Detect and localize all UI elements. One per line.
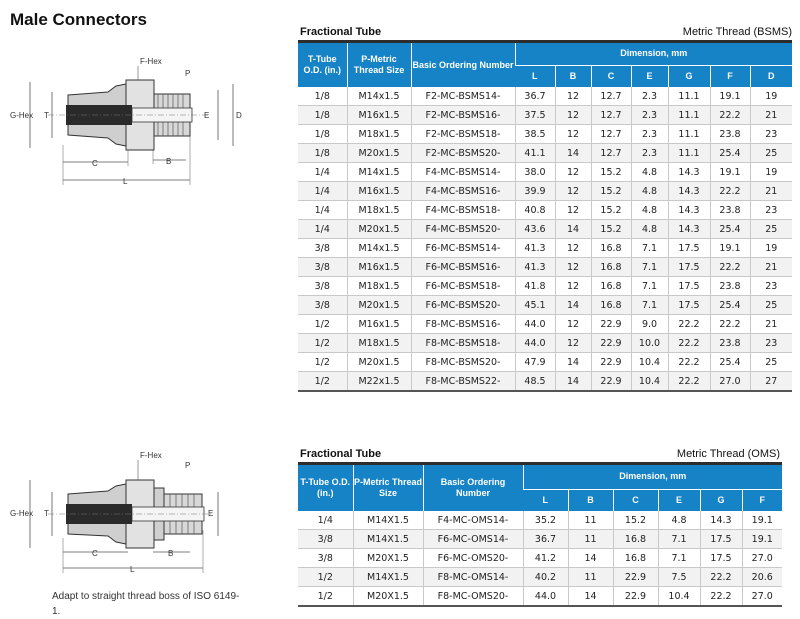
table-cell: 3/8 bbox=[298, 239, 347, 258]
table-cell: M16x1.5 bbox=[347, 182, 411, 201]
table-cell: F4-MC-BSMS14- bbox=[411, 163, 515, 182]
table-cell: 11.1 bbox=[668, 125, 710, 144]
table-cell: 23 bbox=[750, 201, 792, 220]
table-cell: 38.5 bbox=[515, 125, 555, 144]
table-row bbox=[298, 201, 792, 220]
col-dim-c: C bbox=[591, 65, 631, 87]
table-cell: M16x1.5 bbox=[347, 258, 411, 277]
table-cell: 12 bbox=[555, 201, 591, 220]
table-cell: 41.8 bbox=[515, 277, 555, 296]
table-cell: 44.0 bbox=[515, 315, 555, 334]
table-cell: 10.4 bbox=[631, 372, 668, 392]
table-cell: 10.0 bbox=[631, 334, 668, 353]
table-cell: 47.9 bbox=[515, 353, 555, 372]
table-cell: 1/2 bbox=[298, 568, 353, 587]
table-cell: 45.1 bbox=[515, 296, 555, 315]
table-cell: 27 bbox=[750, 372, 792, 392]
table-cell: 22.2 bbox=[710, 315, 750, 334]
label-g-hex: G-Hex bbox=[10, 111, 34, 120]
table-cell: M18x1.5 bbox=[347, 334, 411, 353]
label-p: P bbox=[185, 69, 191, 78]
table-cell: 22.9 bbox=[591, 372, 631, 392]
table-cell: 25.4 bbox=[710, 296, 750, 315]
table-cell: 14 bbox=[555, 220, 591, 239]
table-cell: 25 bbox=[750, 144, 792, 163]
table-cell: M20x1.5 bbox=[347, 144, 411, 163]
table-cell: 19 bbox=[750, 239, 792, 258]
table-cell: 14 bbox=[555, 353, 591, 372]
table-cell: F6-MC-BSMS16- bbox=[411, 258, 515, 277]
table-cell: 22.2 bbox=[710, 258, 750, 277]
col-thread-size: P-Metric Thread Size bbox=[353, 465, 423, 511]
table-cell: F2-MC-BSMS14- bbox=[411, 87, 515, 106]
table-cell: 22.2 bbox=[668, 353, 710, 372]
label-e: E bbox=[204, 111, 210, 120]
table-cell: 20.6 bbox=[742, 568, 782, 587]
table-cell: 17.5 bbox=[700, 530, 742, 549]
table-cell: 10.4 bbox=[658, 587, 700, 607]
table-cell: 12 bbox=[555, 239, 591, 258]
table-cell: 22.9 bbox=[613, 568, 658, 587]
table-cell: 27.0 bbox=[710, 372, 750, 392]
table-cell: 12 bbox=[555, 258, 591, 277]
table-cell: 19.1 bbox=[742, 530, 782, 549]
table-cell: 14 bbox=[568, 587, 613, 607]
table-cell: 14 bbox=[555, 144, 591, 163]
label-l: L bbox=[123, 177, 128, 186]
table-cell: 19.1 bbox=[742, 511, 782, 530]
table-row bbox=[298, 587, 782, 607]
table-cell: 1/2 bbox=[298, 334, 347, 353]
table-cell: 1/4 bbox=[298, 220, 347, 239]
table-cell: 37.5 bbox=[515, 106, 555, 125]
label-c: C bbox=[92, 159, 98, 168]
table-cell: F2-MC-BSMS20- bbox=[411, 144, 515, 163]
table-cell: 1/2 bbox=[298, 372, 347, 392]
table-cell: 19.1 bbox=[710, 163, 750, 182]
table-cell: M20x1.5 bbox=[347, 353, 411, 372]
table-cell: 16.8 bbox=[591, 258, 631, 277]
col-dim-e: E bbox=[658, 489, 700, 511]
table-cell: 44.0 bbox=[523, 587, 568, 607]
table-row bbox=[298, 568, 782, 587]
table-cell: 15.2 bbox=[591, 201, 631, 220]
table-cell: F2-MC-BSMS16- bbox=[411, 106, 515, 125]
label-f-hex: F-Hex bbox=[140, 451, 162, 460]
col-dim-f: F bbox=[710, 65, 750, 87]
table-cell: F6-MC-BSMS20- bbox=[411, 296, 515, 315]
table-cell: 12 bbox=[555, 277, 591, 296]
table-row bbox=[298, 182, 792, 201]
table-cell: 35.2 bbox=[523, 511, 568, 530]
table-cell: 7.1 bbox=[658, 530, 700, 549]
table-cell: F6-MC-OMS20- bbox=[423, 549, 523, 568]
table-cell: 2.3 bbox=[631, 144, 668, 163]
table-cell: 21 bbox=[750, 258, 792, 277]
table-row bbox=[298, 315, 792, 334]
table-cell: 27.0 bbox=[742, 587, 782, 607]
table-cell: 25 bbox=[750, 220, 792, 239]
table-cell: 16.8 bbox=[613, 549, 658, 568]
table-cell: 22.2 bbox=[700, 568, 742, 587]
table-row bbox=[298, 277, 792, 296]
table-row bbox=[298, 144, 792, 163]
table-cell: 14 bbox=[568, 549, 613, 568]
col-dim-e: E bbox=[631, 65, 668, 87]
table-cell: 15.2 bbox=[613, 511, 658, 530]
table-cell: 36.7 bbox=[515, 87, 555, 106]
table2-right-title: Metric Thread (OMS) bbox=[676, 448, 780, 460]
table-cell: 21 bbox=[750, 106, 792, 125]
table-cell: F8-MC-BSMS18- bbox=[411, 334, 515, 353]
table-cell: 21 bbox=[750, 315, 792, 334]
table-cell: 22.9 bbox=[591, 353, 631, 372]
table-cell: 25.4 bbox=[710, 353, 750, 372]
table-cell: 7.1 bbox=[631, 239, 668, 258]
col-dim-b: B bbox=[555, 65, 591, 87]
table-cell: 17.5 bbox=[668, 277, 710, 296]
table-cell: 14 bbox=[555, 296, 591, 315]
table-row bbox=[298, 125, 792, 144]
table-cell: 11 bbox=[568, 511, 613, 530]
table2 bbox=[298, 465, 782, 607]
table-cell: 41.3 bbox=[515, 258, 555, 277]
table-cell: 19.1 bbox=[710, 239, 750, 258]
table-cell: 22.9 bbox=[591, 334, 631, 353]
label-l: L bbox=[130, 565, 135, 574]
table-cell: 3/8 bbox=[298, 530, 353, 549]
table-cell: 1/4 bbox=[298, 201, 347, 220]
table-cell: 21 bbox=[750, 182, 792, 201]
table-cell: 1/8 bbox=[298, 106, 347, 125]
table-cell: 14.3 bbox=[700, 511, 742, 530]
table-cell: 7.1 bbox=[631, 296, 668, 315]
table-cell: F8-MC-OMS20- bbox=[423, 587, 523, 607]
table-cell: 23 bbox=[750, 334, 792, 353]
table-cell: 2.3 bbox=[631, 106, 668, 125]
male-connector-drawing-top bbox=[8, 50, 248, 190]
table-row bbox=[298, 530, 782, 549]
col-dim-d: D bbox=[750, 65, 792, 87]
table-cell: 22.2 bbox=[668, 334, 710, 353]
table-cell: 1/8 bbox=[298, 125, 347, 144]
table-cell: M20x1.5 bbox=[347, 296, 411, 315]
table-cell: M16x1.5 bbox=[347, 315, 411, 334]
label-d: D bbox=[236, 111, 242, 120]
table-cell: 12 bbox=[555, 315, 591, 334]
table-cell: 3/8 bbox=[298, 549, 353, 568]
table-cell: F8-MC-BSMS16- bbox=[411, 315, 515, 334]
table-cell: 16.8 bbox=[613, 530, 658, 549]
table-cell: 23.8 bbox=[710, 277, 750, 296]
col-dim-f: F bbox=[742, 489, 782, 511]
label-e: E bbox=[208, 509, 214, 518]
col-ordering-number: Basic Ordering Number bbox=[411, 43, 515, 87]
table-cell: 10.4 bbox=[631, 353, 668, 372]
table2-caption bbox=[300, 448, 780, 460]
table-cell: 14 bbox=[555, 372, 591, 392]
table-cell: M14x1.5 bbox=[347, 163, 411, 182]
table-cell: 3/8 bbox=[298, 296, 347, 315]
table-cell: M16x1.5 bbox=[347, 106, 411, 125]
table-cell: 12 bbox=[555, 163, 591, 182]
table1-caption bbox=[300, 26, 792, 38]
table-cell: 1/8 bbox=[298, 144, 347, 163]
table-cell: 1/4 bbox=[298, 511, 353, 530]
table-cell: 16.8 bbox=[591, 277, 631, 296]
table-cell: F6-MC-BSMS14- bbox=[411, 239, 515, 258]
table-cell: 38.0 bbox=[515, 163, 555, 182]
label-t: T bbox=[44, 111, 49, 120]
table-cell: 22.2 bbox=[668, 315, 710, 334]
table-cell: F4-MC-BSMS20- bbox=[411, 220, 515, 239]
table-cell: 23.8 bbox=[710, 125, 750, 144]
table-cell: F4-MC-OMS14- bbox=[423, 511, 523, 530]
table-cell: 14.3 bbox=[668, 220, 710, 239]
table-cell: 17.5 bbox=[668, 296, 710, 315]
table-cell: 4.8 bbox=[658, 511, 700, 530]
col-dim-l: L bbox=[515, 65, 555, 87]
table-cell: 36.7 bbox=[523, 530, 568, 549]
table-cell: 48.5 bbox=[515, 372, 555, 392]
table-cell: 11.1 bbox=[668, 144, 710, 163]
table-row bbox=[298, 372, 792, 392]
table-cell: 39.9 bbox=[515, 182, 555, 201]
table-cell: 41.3 bbox=[515, 239, 555, 258]
label-p: P bbox=[185, 461, 191, 470]
table-cell: 9.0 bbox=[631, 315, 668, 334]
col-tube-od: T-Tube O.D. (in.) bbox=[298, 465, 353, 511]
table-cell: 22.2 bbox=[668, 372, 710, 392]
table-cell: 23.8 bbox=[710, 201, 750, 220]
table-cell: 12.7 bbox=[591, 125, 631, 144]
col-dimension: Dimension, mm bbox=[523, 465, 782, 489]
table-cell: 25.4 bbox=[710, 220, 750, 239]
table-cell: 12 bbox=[555, 125, 591, 144]
table-cell: M14x1.5 bbox=[347, 87, 411, 106]
table-cell: 4.8 bbox=[631, 201, 668, 220]
iso-note: Adapt to straight thread boss of ISO 6149-1. bbox=[52, 591, 240, 617]
table-cell: 1/4 bbox=[298, 163, 347, 182]
table-cell: M22x1.5 bbox=[347, 372, 411, 392]
table2-left-title: Fractional Tube bbox=[300, 448, 382, 460]
table-cell: 2.3 bbox=[631, 87, 668, 106]
col-dim-b: B bbox=[568, 489, 613, 511]
table-cell: 19 bbox=[750, 163, 792, 182]
label-b: B bbox=[168, 549, 174, 558]
table-cell: M20X1.5 bbox=[353, 549, 423, 568]
table-row bbox=[298, 163, 792, 182]
table-cell: 44.0 bbox=[515, 334, 555, 353]
table1-right-title: Metric Thread (BSMS) bbox=[682, 26, 792, 38]
table-cell: M18x1.5 bbox=[347, 277, 411, 296]
table-row bbox=[298, 220, 792, 239]
table-cell: 15.2 bbox=[591, 163, 631, 182]
table-cell: M14X1.5 bbox=[353, 568, 423, 587]
table-cell: 40.8 bbox=[515, 201, 555, 220]
table-cell: 22.9 bbox=[613, 587, 658, 607]
table-cell: F4-MC-BSMS18- bbox=[411, 201, 515, 220]
table-row bbox=[298, 258, 792, 277]
col-tube-od: T-Tube O.D. (in.) bbox=[298, 43, 347, 87]
table-cell: 7.1 bbox=[631, 277, 668, 296]
table1 bbox=[298, 43, 792, 392]
label-t: T bbox=[44, 509, 49, 518]
table-cell: 4.8 bbox=[631, 163, 668, 182]
table-cell: 7.5 bbox=[658, 568, 700, 587]
label-b: B bbox=[166, 157, 172, 166]
table-cell: 40.2 bbox=[523, 568, 568, 587]
table-cell: F8-MC-OMS14- bbox=[423, 568, 523, 587]
table-cell: 15.2 bbox=[591, 220, 631, 239]
table-cell: 15.2 bbox=[591, 182, 631, 201]
table-cell: 7.1 bbox=[631, 258, 668, 277]
table-cell: 22.2 bbox=[710, 106, 750, 125]
table-cell: 22.9 bbox=[591, 315, 631, 334]
table-cell: M14x1.5 bbox=[347, 239, 411, 258]
table1-left-title: Fractional Tube bbox=[300, 26, 382, 38]
table-cell: 43.6 bbox=[515, 220, 555, 239]
table-cell: 14.3 bbox=[668, 182, 710, 201]
table-cell: 12 bbox=[555, 182, 591, 201]
table-cell: 11 bbox=[568, 568, 613, 587]
table-cell: 27.0 bbox=[742, 549, 782, 568]
page-title: Male Connectors bbox=[10, 10, 147, 29]
table-row bbox=[298, 106, 792, 125]
table-row bbox=[298, 511, 782, 530]
table-cell: 19.1 bbox=[710, 87, 750, 106]
table-cell: 12 bbox=[555, 106, 591, 125]
table-cell: 12.7 bbox=[591, 87, 631, 106]
table-cell: 12 bbox=[555, 334, 591, 353]
col-dim-g: G bbox=[668, 65, 710, 87]
col-dim-l: L bbox=[523, 489, 568, 511]
table-cell: 2.3 bbox=[631, 125, 668, 144]
table-cell: 41.2 bbox=[523, 549, 568, 568]
label-g-hex: G-Hex bbox=[10, 509, 34, 518]
table-cell: 3/8 bbox=[298, 258, 347, 277]
table-cell: 12.7 bbox=[591, 106, 631, 125]
table-row bbox=[298, 296, 792, 315]
table-cell: M20x1.5 bbox=[347, 220, 411, 239]
table-cell: 14.3 bbox=[668, 201, 710, 220]
male-connector-drawing-bottom bbox=[8, 448, 248, 588]
table-cell: 17.5 bbox=[668, 239, 710, 258]
table-cell: 1/4 bbox=[298, 182, 347, 201]
table-cell: 12 bbox=[555, 87, 591, 106]
table-row bbox=[298, 87, 792, 106]
table-cell: 7.1 bbox=[658, 549, 700, 568]
table-cell: 11.1 bbox=[668, 87, 710, 106]
table-cell: F4-MC-BSMS16- bbox=[411, 182, 515, 201]
col-thread-size: P-Metric Thread Size bbox=[347, 43, 411, 87]
table-row bbox=[298, 549, 782, 568]
table-cell: M18x1.5 bbox=[347, 201, 411, 220]
col-dim-g: G bbox=[700, 489, 742, 511]
table-cell: 19 bbox=[750, 87, 792, 106]
table-cell: 23 bbox=[750, 125, 792, 144]
table-cell: 25 bbox=[750, 353, 792, 372]
table-cell: 1/2 bbox=[298, 353, 347, 372]
table-cell: 16.8 bbox=[591, 239, 631, 258]
table-row bbox=[298, 334, 792, 353]
table-cell: 1/2 bbox=[298, 587, 353, 607]
table-cell: M14X1.5 bbox=[353, 511, 423, 530]
table-cell: 12.7 bbox=[591, 144, 631, 163]
table-cell: 22.2 bbox=[710, 182, 750, 201]
table-cell: M20X1.5 bbox=[353, 587, 423, 607]
table-cell: F2-MC-BSMS18- bbox=[411, 125, 515, 144]
table-row bbox=[298, 353, 792, 372]
table-cell: 16.8 bbox=[591, 296, 631, 315]
table-cell: M18x1.5 bbox=[347, 125, 411, 144]
table-cell: 22.2 bbox=[700, 587, 742, 607]
label-c: C bbox=[92, 549, 98, 558]
table-cell: M14X1.5 bbox=[353, 530, 423, 549]
table-cell: 17.5 bbox=[700, 549, 742, 568]
table-cell: F6-MC-BSMS18- bbox=[411, 277, 515, 296]
col-dim-c: C bbox=[613, 489, 658, 511]
col-dimension: Dimension, mm bbox=[515, 43, 792, 65]
table-cell: 4.8 bbox=[631, 182, 668, 201]
label-f-hex: F-Hex bbox=[140, 57, 162, 66]
table-cell: 25 bbox=[750, 296, 792, 315]
table-cell: F6-MC-OMS14- bbox=[423, 530, 523, 549]
table-cell: 4.8 bbox=[631, 220, 668, 239]
table-cell: 23.8 bbox=[710, 334, 750, 353]
table-cell: 25.4 bbox=[710, 144, 750, 163]
table-cell: 17.5 bbox=[668, 258, 710, 277]
table-cell: 14.3 bbox=[668, 163, 710, 182]
table-cell: 11.1 bbox=[668, 106, 710, 125]
table-cell: F8-MC-BSMS22- bbox=[411, 372, 515, 392]
table-cell: 1/8 bbox=[298, 87, 347, 106]
table-cell: 3/8 bbox=[298, 277, 347, 296]
table-cell: 1/2 bbox=[298, 315, 347, 334]
table-cell: F8-MC-BSMS20- bbox=[411, 353, 515, 372]
table-row bbox=[298, 239, 792, 258]
table-cell: 11 bbox=[568, 530, 613, 549]
table-cell: 23 bbox=[750, 277, 792, 296]
table-cell: 41.1 bbox=[515, 144, 555, 163]
col-ordering-number: Basic Ordering Number bbox=[423, 465, 523, 511]
